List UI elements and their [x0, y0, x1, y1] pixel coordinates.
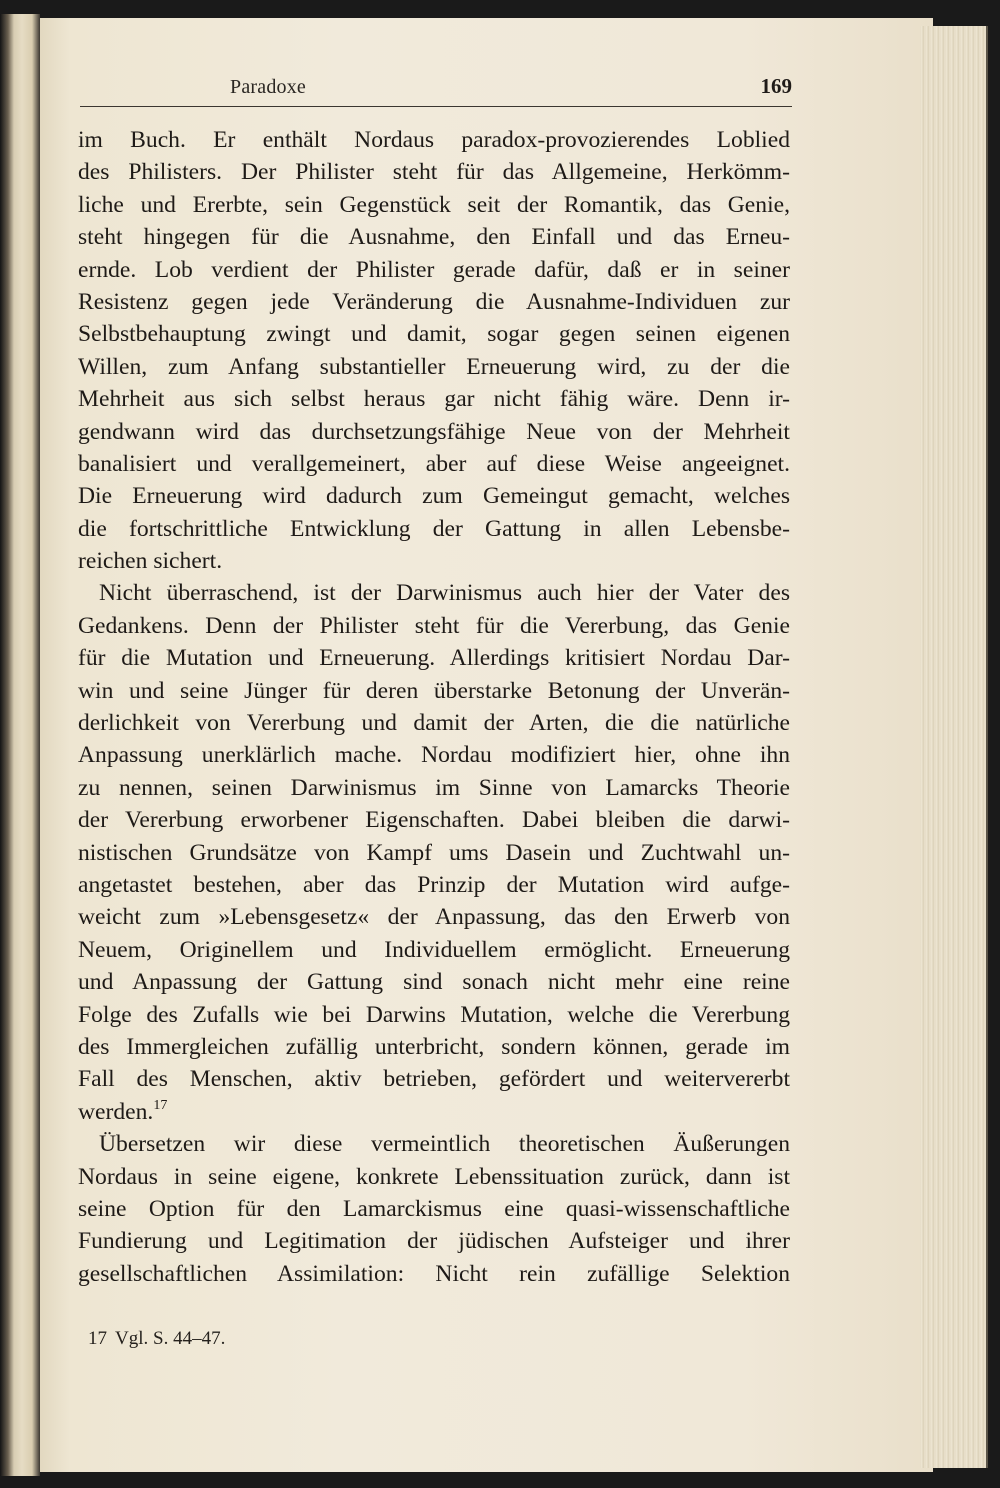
- text-line: liche und Ererbte, sein Gegenstück seit der Romantik, das Genie,: [78, 191, 790, 218]
- text-line: Anpassung unerklärlich mache. Nordau modifiziert hier, ohne ihn: [78, 742, 790, 769]
- text-line: Selbstbehauptung zwingt und damit, sogar gegen seinen eigenen: [78, 321, 790, 348]
- paragraph: [78, 124, 790, 577]
- text-line: Mehrheit aus sich selbst heraus gar nicht fähig wäre. Denn ir-: [78, 386, 790, 413]
- text-line: gesellschaftlichen Assimilation: Nicht rein zufällige Selektion: [78, 1260, 790, 1287]
- text-line: banalisiert und verallgemeinert, aber auf diese Weise angeeignet.: [78, 450, 790, 477]
- text-line: die fortschrittliche Entwicklung der Gattung in allen Lebensbe-: [78, 515, 790, 542]
- text-line: seine Option für den Lamarckismus eine quasi-wissenschaftliche: [78, 1195, 790, 1222]
- text-line: werden.$^{17}$: [78, 1097, 168, 1125]
- footnote-text: Vgl. S. 44–47.: [115, 1328, 226, 1349]
- text-line: Folge des Zufalls wie bei Darwins Mutation, welche die Vererbung: [78, 1001, 790, 1028]
- text-line: gendwann wird das durchsetzungsfähige Neue von der Mehrheit: [78, 418, 790, 445]
- running-header: [80, 70, 792, 107]
- paragraph: [78, 577, 790, 1128]
- paragraph: [78, 1128, 790, 1290]
- text-line: Nicht überraschend, ist der Darwinismus auch hier der Vater des: [99, 580, 790, 607]
- text-line: und Anpassung der Gattung sind sonach nicht mehr eine reine: [78, 969, 790, 996]
- text-line: win und seine Jünger für deren überstarke Betonung der Unverän-: [78, 677, 790, 704]
- text-line: Übersetzen wir diese vermeintlich theoretischen Äußerungen: [99, 1131, 790, 1158]
- text-line: Fall des Menschen, aktiv betrieben, gefördert und weitervererbt: [78, 1066, 790, 1093]
- text-line: im Buch. Er enthält Nordaus paradox-provozierendes Loblied: [78, 127, 790, 153]
- text-line: Nordaus in seine eigene, konkrete Lebenssituation zurück, dann ist: [78, 1163, 790, 1190]
- text-line: nistischen Grundsätze von Kampf ums Dasein und Zuchtwahl un-: [78, 839, 790, 866]
- text-line: für die Mutation und Erneuerung. Allerdings kritisiert Nordau Dar-: [78, 645, 790, 672]
- text-line: steht hingegen für die Ausnahme, den Einfall und das Erneu-: [78, 224, 790, 251]
- text-line: Neuem, Originellem und Individuellem ermöglicht. Erneuerung: [78, 936, 790, 963]
- footnote: [88, 1328, 225, 1350]
- text-line: derlichkeit von Vererbung und damit der Arten, die die natürliche: [78, 710, 790, 737]
- text-line: angetastet bestehen, aber das Prinzip der Mutation wird aufge-: [78, 871, 790, 898]
- text-line: zu nennen, seinen Darwinismus im Sinne von Lamarcks Theorie: [78, 774, 790, 801]
- text-line: weicht zum »Lebensgesetz« der Anpassung, das den Erwerb von: [78, 904, 790, 931]
- running-header-title: Paradoxe: [230, 76, 307, 98]
- text-line: Fundierung und Legitimation der jüdischen Aufsteiger und ihrer: [78, 1228, 790, 1255]
- previous-page-spine: [0, 14, 40, 1476]
- text-line: der Vererbung erworbener Eigenschaften. Dabei bleiben die darwi-: [78, 807, 790, 834]
- text-line: reichen sichert.: [78, 548, 223, 575]
- text-line: ernde. Lob verdient der Philister gerade dafür, daß er in seiner: [78, 256, 790, 283]
- page-edges: [920, 26, 988, 1468]
- text-line: des Immergleichen zufällig unterbricht, sondern können, gerade im: [78, 1033, 790, 1060]
- text-line: des Philisters. Der Philister steht für das Allgemeine, Herkömm-: [78, 159, 790, 186]
- text-line: Willen, zum Anfang substantieller Erneuerung wird, zu der die: [78, 353, 790, 380]
- footnote-number: 17: [88, 1328, 107, 1349]
- text-line: Die Erneuerung wird dadurch zum Gemeingut gemacht, welches: [78, 483, 790, 510]
- page-number: 169: [760, 74, 792, 98]
- footnote-reference[interactable]: 17: [153, 1097, 168, 1113]
- text-line: Gedankens. Denn der Philister steht für die Vererbung, das Genie: [78, 612, 790, 639]
- text-line: Resistenz gegen jede Veränderung die Ausnahme-Individuen zur: [78, 288, 790, 315]
- body-text: [78, 124, 790, 1290]
